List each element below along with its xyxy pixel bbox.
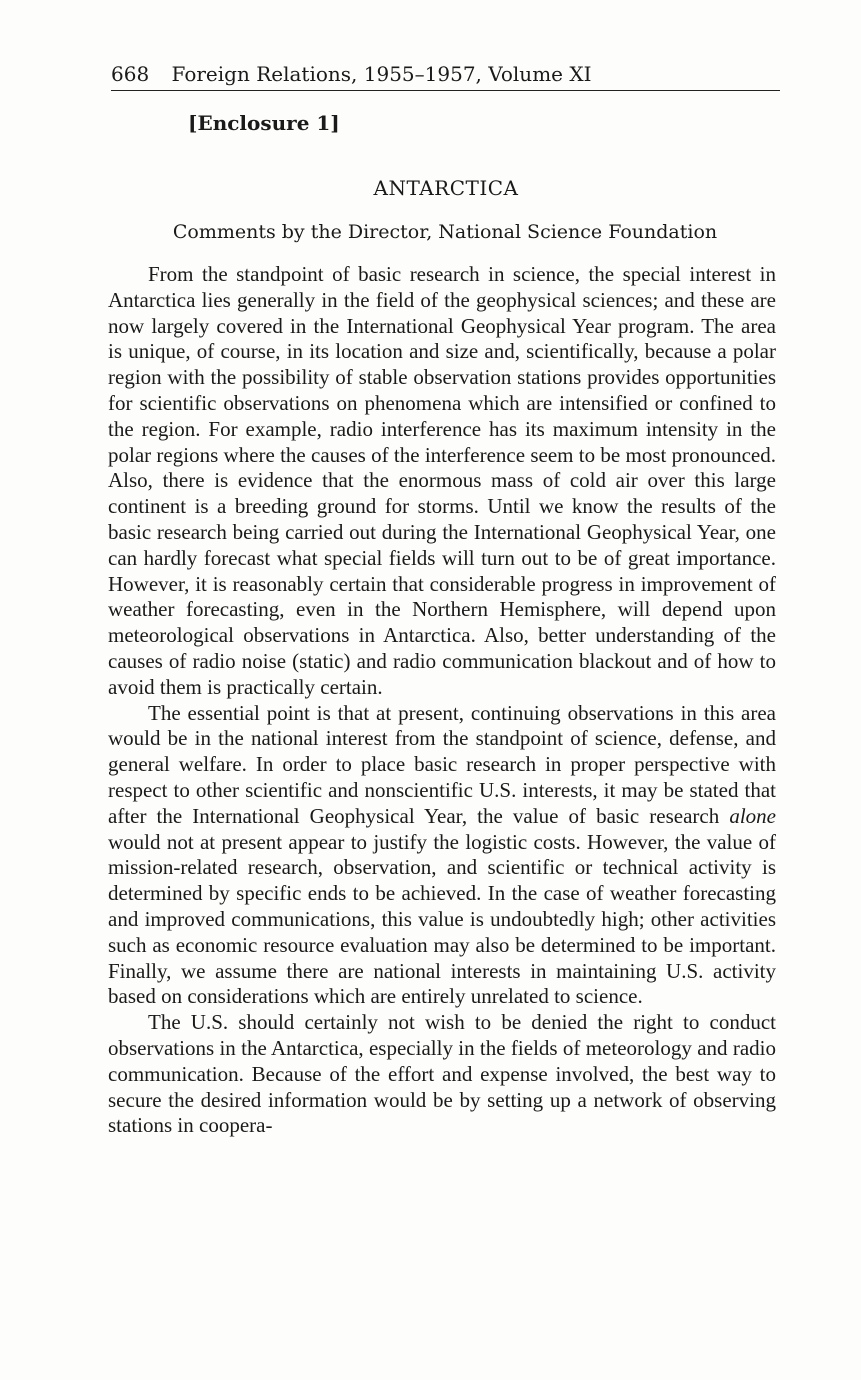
emphasis-alone: alone (729, 803, 776, 828)
paragraph-1: From the standpoint of basic research in science, the special interest in Antarctica lies generally in the field of the geophysical sciences; and these are now largely covered in the International Geophysical Year program. The area is unique, of course, in its location and size and, scientifically, because a polar region with the possibility of stable observation stations provides opportunities for scientific observations on phenomena which are intensified or confined to the region. For example, radio interference has its maximum intensity in the polar regions where the causes of the interference seem to be most pronounced. Also, there is evidence that the enormous mass of cold air over this large continent is a breeding ground for storms. Until we know the results of the basic research being carried out during the International Geophysical Year, one can hardly forecast what special fields will turn out to be of great importance. However, it is reasonably certain that considerable progress in improvement of weather forecasting, even in the Northern Hemisphere, will depend upon meteorological observations in Antarctica. Also, better understanding of the causes of radio noise (static) and radio communication blackout and of how to avoid them is practically certain. (108, 262, 776, 699)
document-title: ANTARCTICA (373, 176, 519, 200)
paragraph-3: The U.S. should certainly not wish to be denied the right to conduct observations in the Antarctica, especially in the fields of meteorology and radio communication. Because of the effort and expense involved, the best way to secure the desired information would be by setting up a network of observing stations in coopera- (108, 1010, 776, 1138)
page-number: 668 (111, 62, 150, 86)
document-subtitle: Comments by the Director, National Science Foundation (172, 221, 718, 243)
paragraph-2-part-1: The essential point is that at present, continuing observations in this area would be in the national interest from the standpoint of science, defense, and general welfare. In order to place basic research in proper perspective with respect to other scientific and nonscientific U.S. interests, it may be stated that after the International Geophysical Year, the value of basic research (108, 700, 776, 828)
volume-title: Foreign Relations, 1955–1957, Volume XI (171, 62, 592, 86)
paragraph-2 (108, 701, 776, 1011)
paragraph-2-part-2: would not at present appear to justify the logistic costs. However, the value of mission-related research, observation, and scientific or technical activity is determined by specific ends to be achieved. In the case of weather forecasting and improved communications, this value is undoubtedly high; other activities such as economic resource evaluation may also be determined to be important. Finally, we assume there are national interests in maintaining U.S. activity based on considerations which are entirely unrelated to science. (108, 829, 776, 1009)
enclosure-label: [Enclosure 1] (188, 111, 340, 135)
body-text (108, 262, 776, 1139)
running-head (111, 62, 780, 91)
